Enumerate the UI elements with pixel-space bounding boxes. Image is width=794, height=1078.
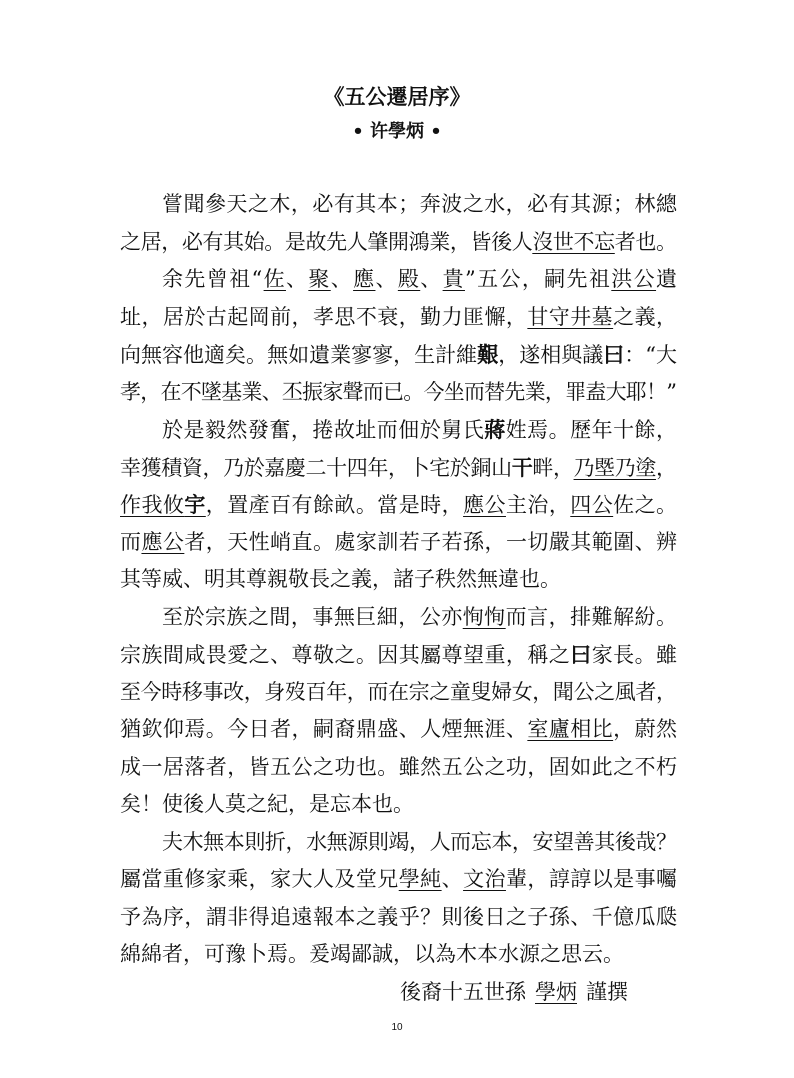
text-line (120, 261, 677, 299)
text-run: 余先曾祖“ (162, 267, 264, 291)
text-run: 成一居落者，皆五公之功也。雖然五公之功，固如此之不朽 (120, 754, 678, 779)
text-run: 址，居於古起岡前，孝思不衰，勤力匪懈， (120, 304, 528, 329)
text-line (120, 411, 677, 449)
text-line (120, 449, 677, 487)
paragraph (120, 824, 677, 974)
proper-name-underline: 沒世不忘 (532, 229, 615, 254)
signature-closing: 謹撰 (586, 980, 628, 1004)
line-text (120, 680, 677, 704)
text-run: 姓焉。歷年十餘， (505, 418, 678, 442)
text-run: 矣！使後人莫之紀，是忘本也。 (120, 792, 414, 816)
line-text (120, 755, 677, 779)
line-text (120, 230, 677, 254)
line-text (120, 905, 677, 929)
text-line (120, 861, 677, 899)
text-run: ， (656, 455, 677, 480)
text-line (120, 711, 677, 749)
line-text (120, 643, 677, 667)
text-run: ”五公，嗣先祖 (464, 267, 612, 291)
text-run: 之義， (613, 304, 678, 329)
text-run: 其等威、明其尊親敬長之義，諸子秩然無違也。 (120, 567, 561, 591)
proper-name-underline: 殿 (397, 267, 421, 291)
author-byline: • 许學炳 • (352, 121, 442, 142)
line-text (120, 867, 677, 891)
proper-name-underline: 應公 (463, 493, 506, 517)
text-run: 曰 (603, 342, 625, 367)
paragraph (120, 599, 677, 824)
text-line (120, 224, 677, 262)
proper-name-underline: 宇 (184, 492, 206, 517)
line-text (162, 605, 678, 629)
line-text (120, 493, 678, 517)
text-run: 輩，諄諄以是事囑 (505, 867, 678, 891)
text-line (120, 636, 677, 674)
text-run: 主治， (505, 493, 571, 517)
text-line (120, 374, 677, 412)
proper-name-underline: 應公 (141, 529, 185, 554)
text-line (120, 599, 677, 637)
line-text (120, 530, 677, 554)
paragraph (120, 411, 677, 599)
text-run: 艱 (477, 342, 499, 367)
paragraph (120, 186, 677, 261)
line-text (120, 305, 677, 329)
text-run: 孝，在不墜基業、丕振家聲而已。今坐而替先業，罪盍大耶！” (120, 379, 677, 404)
line-text (120, 567, 561, 591)
line-text (120, 343, 677, 367)
text-run: 至於宗族之間，事無巨細，公亦 (162, 604, 463, 629)
text-run: 於是毅然發奮，捲故址而佃於舅氏 (162, 418, 485, 442)
signature-line (400, 974, 628, 1012)
text-run: 至今時移事改，身歿百年，而在宗之童叟婦女，聞公之風者， (120, 679, 677, 704)
line-text (120, 380, 676, 404)
text-line (120, 936, 677, 974)
text-run: 、 (420, 267, 443, 291)
text-run: 綿綿者，可豫卜焉。爰竭鄙誠，以為木本水源之思云。 (120, 942, 624, 966)
line-text (162, 418, 678, 442)
text-line (120, 336, 677, 374)
proper-name-underline: 乃塈乃塗 (573, 455, 657, 480)
text-run: 屬當重修家乘，家大人及堂兄 (120, 867, 399, 891)
text-line (120, 899, 677, 937)
text-line (120, 486, 677, 524)
text-run: 而 (120, 529, 142, 554)
proper-name-underline: 佐 (263, 267, 286, 291)
line-text (162, 830, 677, 854)
line-text (120, 717, 677, 741)
line-text (162, 192, 677, 216)
proper-name-underline: 貴 (442, 267, 465, 291)
text-run: 宗族間咸畏愛之、尊敬之。因其屬尊望重，稱之 (120, 643, 571, 667)
page-title: 《五公遷居序》 (323, 84, 471, 109)
text-run: ，蔚然 (613, 717, 678, 741)
proper-name-underline: 應 (353, 267, 376, 291)
text-run: 遺 (656, 267, 679, 291)
text-line (120, 299, 677, 337)
text-run: ，置產百有餘畝。當是時， (205, 493, 464, 517)
page-number: 10 (391, 1022, 403, 1033)
proper-name-underline: 恂恂 (462, 604, 506, 629)
text-run: 、 (330, 267, 354, 291)
text-run: 干 (511, 454, 533, 480)
proper-name-underline: 甘守井墓 (527, 304, 614, 329)
text-run: 家長。雖 (591, 643, 678, 667)
text-run: 之居，必有其始。是故先人肇開鴻業，皆後人 (120, 229, 533, 254)
line-text (120, 792, 414, 816)
text-run: 、 (285, 267, 309, 291)
text-run: 向無容他適矣。無如遺業寥寥，生計維 (120, 343, 478, 367)
text-line (120, 674, 677, 712)
proper-name-underline: 洪公 (611, 267, 657, 291)
signature-author-name: 學炳 (535, 980, 577, 1004)
signature-lineage: 後裔十五世孫 (400, 980, 526, 1004)
line-text (120, 942, 624, 966)
text-line (120, 786, 677, 824)
text-run: 幸獲積資，乃於嘉慶二十四年，卜宅於銅山 (120, 455, 512, 480)
proper-name-underline: 學純 (398, 867, 442, 891)
line-text (120, 456, 677, 480)
text-run: 佐之。 (613, 493, 678, 517)
preface-body (120, 186, 677, 974)
proper-name-underline: 室廬相比 (527, 717, 614, 741)
text-run: 予為序，謂非得追遠報本之義乎？則後日之子孫、千億瓜瓞 (120, 904, 678, 929)
text-run: 夫木無本則折，水無源則竭，人而忘本，安望善其後哉？ (162, 829, 677, 854)
proper-name-underline: 聚 (308, 267, 331, 291)
proper-name-underline: 四公 (570, 493, 614, 517)
text-line (120, 561, 677, 599)
text-run: ：“大 (624, 343, 678, 367)
text-run: 蔣 (484, 417, 506, 442)
text-line (120, 524, 677, 562)
line-text (162, 267, 678, 291)
text-run: 嘗聞參天之木，必有其本；奔波之水，必有其源；林總 (162, 192, 678, 216)
text-run: 猶欽仰焉。今日者，嗣裔鼎盛、人煙無涯、 (120, 717, 528, 741)
text-run: 、 (441, 867, 464, 891)
text-line (120, 749, 677, 787)
text-run: 而言，排難解紛。 (505, 604, 678, 629)
text-run: 曰 (570, 642, 592, 667)
paragraph (120, 261, 677, 411)
text-run: 、 (375, 267, 398, 291)
proper-name-underline: 文治 (463, 867, 506, 891)
proper-name-underline: 作我攸 (120, 493, 185, 517)
text-line (120, 824, 677, 862)
text-run: 畔， (532, 455, 574, 480)
text-line (120, 186, 677, 224)
text-run: ，遂相與議 (498, 343, 604, 367)
text-run: 者，天性峭直。處家訓若子若孫，一切嚴其範圍、辨 (184, 529, 678, 554)
text-run: 者也。 (614, 229, 677, 254)
